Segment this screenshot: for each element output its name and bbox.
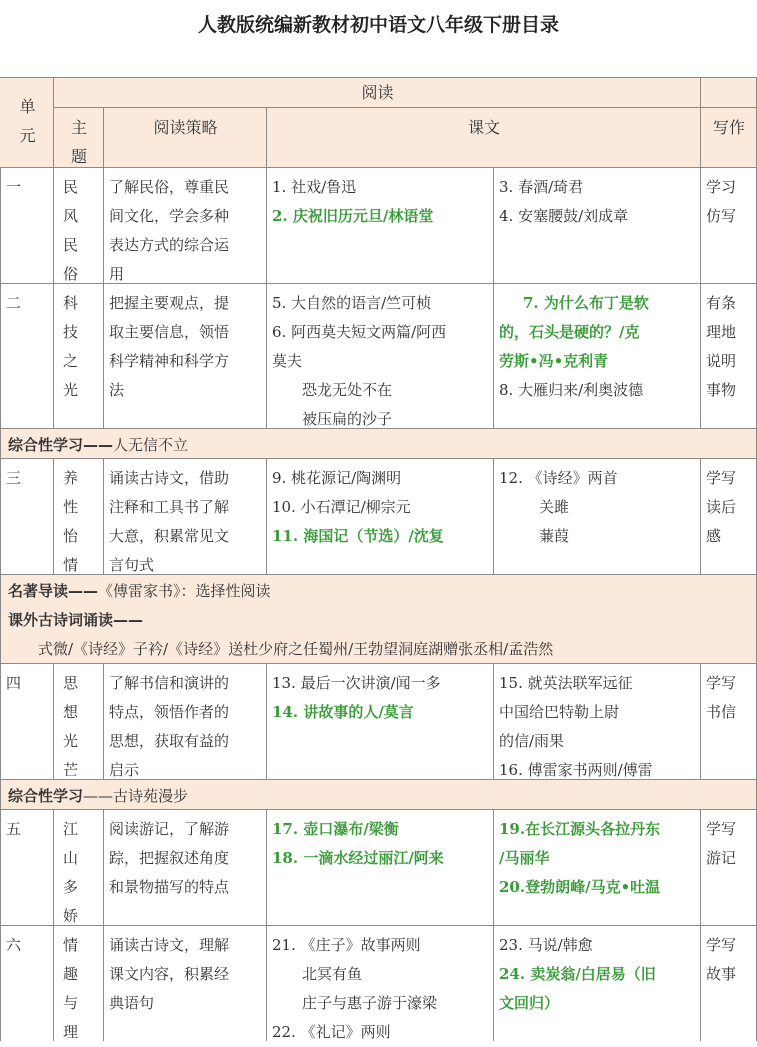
cell-border bbox=[103, 108, 104, 167]
header-unit bbox=[0, 78, 53, 167]
unit-theme-label: 思 想 光 芒 bbox=[63, 674, 79, 779]
unit-number bbox=[0, 664, 53, 779]
unit-theme bbox=[53, 168, 103, 283]
band-line bbox=[8, 431, 749, 460]
cell-border bbox=[700, 926, 701, 1041]
lesson-item: 1. 社戏/鲁迅 bbox=[272, 178, 357, 196]
band-text: 式微/《诗经》子衿/《诗经》送杜少府之任蜀州/王勃望洞庭湖赠张丞相/孟浩然 bbox=[38, 640, 554, 658]
cell-border bbox=[103, 664, 104, 779]
header-theme-label: 主 题 bbox=[70, 118, 87, 166]
cell-border bbox=[0, 664, 1, 779]
unit-number-label: 三 bbox=[6, 469, 22, 487]
band-line bbox=[8, 782, 749, 811]
unit-number bbox=[0, 810, 53, 925]
lesson-item: 蒹葭 bbox=[539, 527, 570, 545]
lesson-item: 9. 桃花源记/陶渊明 bbox=[272, 469, 402, 487]
lesson-item: 12. 《诗经》两首 bbox=[499, 469, 618, 487]
unit-writing bbox=[700, 810, 756, 925]
unit-theme bbox=[53, 810, 103, 925]
header-writing-label: 写作 bbox=[712, 118, 745, 137]
unit-strategy-label: 把握主要观点，提 取主要信息，领悟 科学精神和科学方 法 bbox=[109, 294, 230, 399]
texts-right bbox=[493, 664, 700, 779]
unit-number bbox=[0, 926, 53, 1041]
header-unit-label: 单 元 bbox=[19, 97, 36, 145]
cell-border bbox=[0, 575, 1, 663]
unit-row bbox=[0, 458, 757, 574]
cell-border bbox=[53, 664, 54, 779]
unit-writing-label: 有条 理地 说明 事物 bbox=[706, 294, 737, 399]
unit-strategy bbox=[103, 926, 266, 1041]
lesson-item: 3. 春酒/琦君 bbox=[499, 178, 584, 196]
lesson-item: 恐龙无处不在 bbox=[302, 381, 393, 399]
cell-border bbox=[266, 108, 267, 167]
lesson-item: 17. 壶口瀑布/梁衡 bbox=[272, 820, 399, 838]
cell-border bbox=[266, 926, 267, 1041]
header-reading bbox=[53, 78, 700, 107]
unit-theme bbox=[53, 459, 103, 574]
lesson-item: 24. 卖炭翁/白居易（旧 文回归） bbox=[499, 965, 656, 1012]
lesson-item: 14. 讲故事的人/莫言 bbox=[272, 703, 414, 721]
header-writing bbox=[700, 108, 756, 167]
unit-theme bbox=[53, 926, 103, 1041]
unit-number-label: 五 bbox=[6, 820, 22, 838]
cell-border bbox=[266, 664, 267, 779]
band-label: 综合性学习 bbox=[8, 787, 84, 805]
unit-writing-label: 学写 故事 bbox=[706, 936, 737, 983]
cell-border bbox=[493, 810, 494, 925]
header-strategy-label: 阅读策略 bbox=[153, 118, 218, 137]
cell-border bbox=[700, 168, 701, 283]
cell-border bbox=[0, 429, 1, 458]
unit-writing bbox=[700, 168, 756, 283]
band-text: 人无信不立 bbox=[113, 436, 189, 454]
cell-border bbox=[53, 926, 54, 1041]
unit-writing bbox=[700, 664, 756, 779]
cell-border bbox=[53, 459, 54, 574]
unit-strategy-label: 诵读古诗文，理解 课文内容，积累经 典语句 bbox=[109, 936, 230, 1012]
unit-number bbox=[0, 168, 53, 283]
header-reading-label: 阅读 bbox=[361, 83, 394, 102]
cell-border bbox=[700, 108, 701, 167]
unit-writing-label: 学写 游记 bbox=[706, 820, 737, 867]
band-comprehensive-2 bbox=[0, 779, 757, 809]
cell-border bbox=[53, 168, 54, 283]
cell-border bbox=[700, 810, 701, 925]
unit-writing bbox=[700, 459, 756, 574]
lesson-item: 15. 就英法联军远征 中国给巴特勒上尉 的信/雨果 bbox=[499, 674, 633, 750]
texts-right bbox=[493, 459, 700, 574]
lesson-item: 18. 一滴水经过丽江/阿来 bbox=[272, 849, 444, 867]
unit-writing bbox=[700, 284, 756, 428]
texts-right bbox=[493, 810, 700, 925]
header-texts-label: 课文 bbox=[467, 118, 500, 137]
lesson-item: 10. 小石潭记/柳宗元 bbox=[272, 498, 411, 516]
cell-border bbox=[103, 168, 104, 283]
unit-writing-label: 学习 仿写 bbox=[706, 178, 737, 225]
cell-border bbox=[53, 284, 54, 428]
texts-left bbox=[266, 284, 493, 428]
cell-border bbox=[103, 810, 104, 925]
band-text: 《傅雷家书》：选择性阅读 bbox=[98, 582, 271, 600]
unit-strategy bbox=[103, 664, 266, 779]
lesson-item: 4. 安塞腰鼓/刘成章 bbox=[499, 207, 629, 225]
texts-left bbox=[266, 168, 493, 283]
unit-number-label: 二 bbox=[6, 294, 22, 312]
cell-border bbox=[0, 780, 1, 809]
band-label: 名著导读—— bbox=[8, 582, 99, 600]
lesson-item: 13. 最后一次讲演/闻一多 bbox=[272, 674, 441, 692]
cell-border bbox=[0, 810, 1, 925]
unit-theme-label: 民 风 民 俗 bbox=[63, 178, 79, 283]
header-strategy bbox=[103, 108, 266, 167]
band-line bbox=[8, 606, 749, 635]
cell-border bbox=[493, 459, 494, 574]
cell-border bbox=[103, 284, 104, 428]
cell-border bbox=[0, 168, 1, 283]
lesson-item: 被压扁的沙子 bbox=[302, 410, 393, 428]
page-title: 人教版统编新教材初中语文八年级下册目录 bbox=[197, 14, 559, 36]
unit-writing-label: 学写 读后 感 bbox=[706, 469, 737, 545]
unit-row bbox=[0, 809, 757, 925]
unit-number bbox=[0, 459, 53, 574]
unit-row bbox=[0, 283, 757, 428]
unit-strategy bbox=[103, 810, 266, 925]
cell-border bbox=[266, 284, 267, 428]
header-blank bbox=[700, 78, 756, 107]
texts-left bbox=[266, 459, 493, 574]
unit-number-label: 六 bbox=[6, 936, 22, 954]
cell-border bbox=[103, 459, 104, 574]
lesson-item: 20.登勃朗峰/马克•吐温 bbox=[499, 878, 661, 896]
unit-strategy-label: 阅读游记，了解游 踪，把握叙述角度 和景物描写的特点 bbox=[109, 820, 230, 896]
lesson-item: 11. 海国记（节选）/沈复 bbox=[272, 527, 444, 545]
lesson-item: 6. 阿西莫夫短文两篇/阿西 莫夫 bbox=[272, 323, 447, 370]
texts-left bbox=[266, 926, 493, 1041]
cell-border bbox=[493, 926, 494, 1041]
unit-theme-label: 科 技 之 光 bbox=[63, 294, 79, 399]
lesson-item: 19.在长江源头各拉丹东 /马丽华 bbox=[499, 820, 661, 867]
unit-theme-label: 江 山 多 娇 bbox=[63, 820, 79, 925]
unit-writing bbox=[700, 926, 756, 1041]
cell-border bbox=[266, 168, 267, 283]
cell-border bbox=[53, 108, 54, 167]
cell-border bbox=[266, 459, 267, 574]
unit-theme bbox=[53, 284, 103, 428]
cell-border bbox=[103, 926, 104, 1041]
unit-number bbox=[0, 284, 53, 428]
unit-theme bbox=[53, 664, 103, 779]
unit-strategy bbox=[103, 168, 266, 283]
unit-row bbox=[0, 663, 757, 779]
cell-border bbox=[53, 810, 54, 925]
lesson-item: 2. 庆祝旧历元旦/林语堂 bbox=[272, 207, 434, 225]
texts-right bbox=[493, 926, 700, 1041]
catalog-table bbox=[0, 77, 757, 1041]
texts-left bbox=[266, 810, 493, 925]
texts-left bbox=[266, 664, 493, 779]
texts-right bbox=[493, 168, 700, 283]
lesson-item: 北冥有鱼 bbox=[302, 965, 363, 983]
unit-number-label: 四 bbox=[6, 674, 22, 692]
cell-border bbox=[0, 459, 1, 574]
cell-border bbox=[700, 78, 701, 107]
lesson-item: 5. 大自然的语言/竺可桢 bbox=[272, 294, 432, 312]
cell-border bbox=[493, 168, 494, 283]
band-label: 课外古诗词诵读—— bbox=[8, 611, 144, 629]
unit-row bbox=[0, 925, 757, 1041]
header-texts bbox=[266, 108, 700, 167]
band-line bbox=[8, 635, 749, 664]
unit-theme-label: 情 趣 与 理 bbox=[63, 936, 79, 1041]
band-line bbox=[8, 577, 749, 606]
cell-border bbox=[0, 926, 1, 1041]
band-text: ——古诗苑漫步 bbox=[83, 787, 189, 805]
unit-theme-label: 养 性 怡 情 bbox=[63, 469, 79, 574]
lesson-item: 22. 《礼记》两则 bbox=[272, 1023, 391, 1041]
band-comprehensive-1 bbox=[0, 428, 757, 458]
cell-border bbox=[266, 810, 267, 925]
lesson-item: 21. 《庄子》故事两则 bbox=[272, 936, 421, 954]
lesson-item: 8. 大雁归来/利奥波德 bbox=[499, 381, 644, 399]
header-theme bbox=[53, 108, 103, 167]
cell-border bbox=[700, 459, 701, 574]
cell-border bbox=[53, 78, 54, 107]
cell-border bbox=[700, 664, 701, 779]
texts-right bbox=[493, 284, 700, 428]
cell-border bbox=[700, 284, 701, 428]
header-row-2 bbox=[0, 107, 757, 167]
cell-border bbox=[0, 284, 1, 428]
unit-strategy-label: 了解民俗，尊重民 间文化，学会多种 表达方式的综合运 用 bbox=[109, 178, 230, 283]
lesson-item: 庄子与惠子游于濠梁 bbox=[302, 994, 438, 1012]
band-reading-guide bbox=[0, 574, 757, 663]
unit-strategy-label: 诵读古诗文，借助 注释和工具书了解 大意，积累常见文 言句式 bbox=[109, 469, 230, 574]
lesson-item: 16. 傅雷家书两则/傅雷 bbox=[499, 761, 653, 779]
cell-border bbox=[493, 664, 494, 779]
unit-strategy bbox=[103, 284, 266, 428]
unit-strategy bbox=[103, 459, 266, 574]
cell-border bbox=[493, 284, 494, 428]
unit-row bbox=[0, 167, 757, 283]
unit-number-label: 一 bbox=[6, 178, 22, 196]
unit-strategy-label: 了解书信和演讲的 特点，领悟作者的 思想，获取有益的 启示 bbox=[109, 674, 230, 779]
lesson-item: 关雎 bbox=[539, 498, 570, 516]
unit-writing-label: 学写 书信 bbox=[706, 674, 737, 721]
band-label: 综合性学习—— bbox=[8, 436, 114, 454]
lesson-item: 23. 马说/韩愈 bbox=[499, 936, 593, 954]
lesson-item: 7. 为什么布丁是软 的，石头是硬的？/克 劳斯•冯•克利青 bbox=[499, 294, 649, 370]
